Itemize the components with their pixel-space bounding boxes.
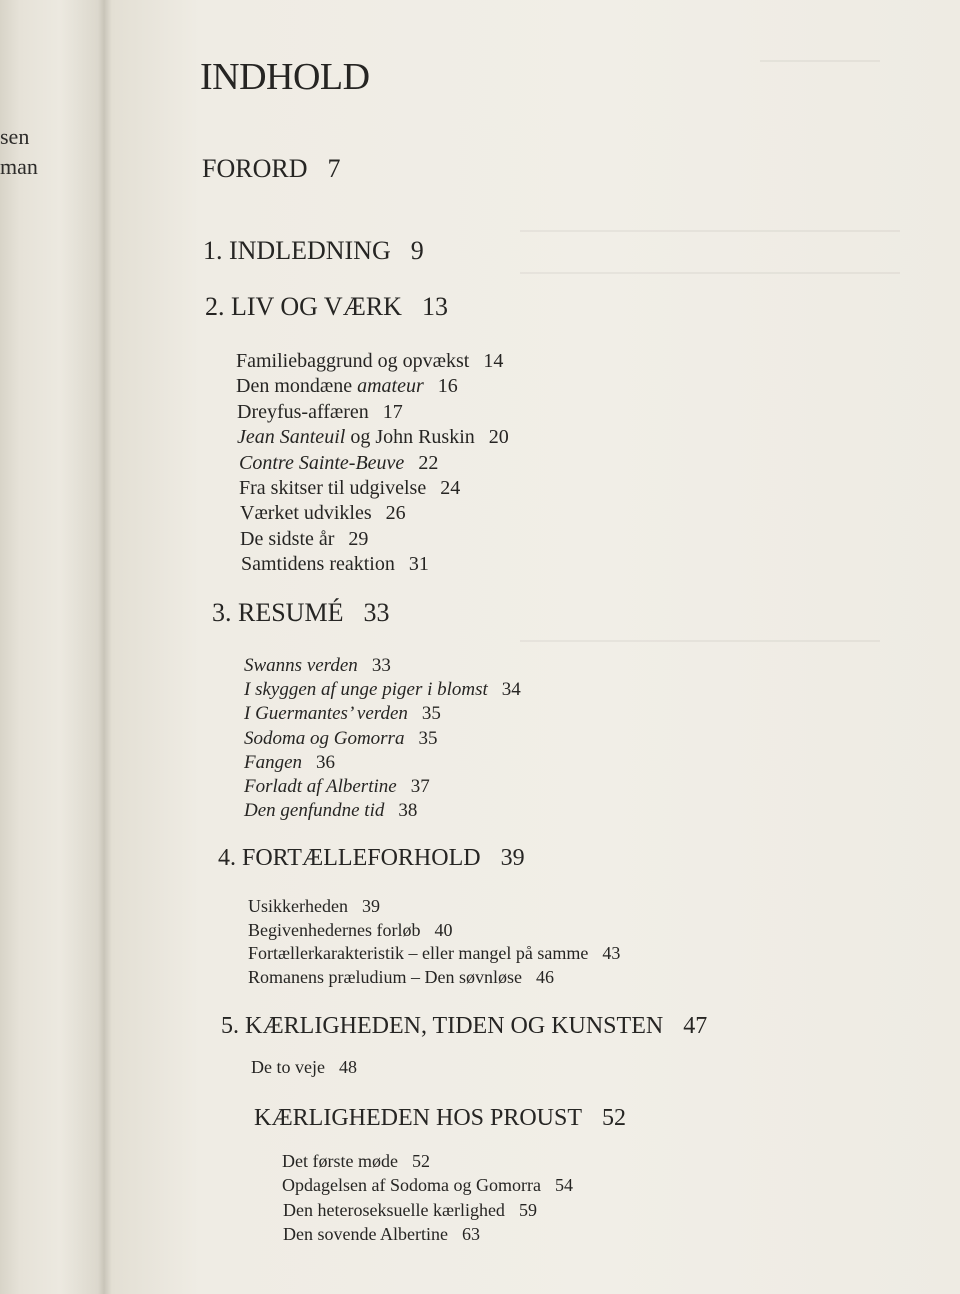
toc-page-number: 9 <box>410 236 424 265</box>
toc-entry-text: Opdagelsen af Sodoma og Gomorra <box>282 1175 541 1196</box>
toc-heading-label: 2. LIV OG VÆRK <box>205 292 402 321</box>
toc-entry-title <box>236 375 424 397</box>
toc-page-number: 22 <box>418 451 439 474</box>
toc-heading-label: 1. INDLEDNING <box>203 236 391 265</box>
toc-page-number: 54 <box>554 1175 573 1196</box>
toc-entry-text: Romanens præludium – Den søvnløse <box>248 966 522 987</box>
toc-entry-text: Jean Santeuil <box>237 426 346 449</box>
toc-page-number: 43 <box>602 943 621 963</box>
toc-heading-label: KÆRLIGHEDEN HOS PROUST <box>254 1105 583 1131</box>
toc-heading-label: 4. FORTÆLLEFORHOLD <box>218 845 481 871</box>
toc-entry-text: Værket udvikles <box>240 502 372 525</box>
page-title: INDHOLD <box>200 56 370 98</box>
toc-entry <box>244 777 430 796</box>
toc-entry <box>236 351 503 371</box>
toc-entry-title <box>248 943 588 963</box>
toc-page-number: 14 <box>483 350 504 372</box>
toc-page-number: 7 <box>327 154 341 183</box>
toc-entry <box>248 897 380 915</box>
toc-entry <box>237 402 403 422</box>
toc-chapter <box>212 600 389 626</box>
toc-page-number: 35 <box>421 703 441 725</box>
toc-entry-text: Samtidens reaktion <box>241 553 395 576</box>
toc-entry-text: Fra skitser til udgivelse <box>239 477 427 499</box>
toc-page-number: 36 <box>316 751 336 773</box>
toc-entry-text: Den sovende Albertine <box>283 1223 448 1244</box>
toc-entry-text: Swanns verden <box>244 655 358 676</box>
toc-entry-text: I skyggen af unge piger i blomst <box>244 679 488 701</box>
toc-page-number: 38 <box>398 800 418 822</box>
toc-entry-title <box>237 426 475 448</box>
toc-entry-title <box>239 477 426 499</box>
toc-entry-title <box>240 502 372 524</box>
toc-heading-label: FORORD <box>202 154 308 183</box>
toc-page-number: 40 <box>434 919 453 940</box>
toc-entry-title <box>239 452 404 474</box>
margin-fragment: sen <box>0 124 30 149</box>
toc-chapter <box>203 238 424 264</box>
toc-entry-title <box>282 1175 541 1195</box>
toc-entry-text: De sidste år <box>240 527 335 550</box>
toc-entry-text: I Guermantes’ verden <box>244 703 408 725</box>
toc-entry <box>244 704 441 723</box>
toc-entry-title <box>248 920 420 940</box>
toc-foreword <box>202 156 340 182</box>
toc-entry <box>251 1058 357 1076</box>
toc-entry-text: Den genfundne tid <box>244 800 385 822</box>
toc-entry-title <box>282 1151 398 1171</box>
toc-entry-text: amateur <box>357 375 424 398</box>
toc-entry-text: Dreyfus-affæren <box>237 400 369 423</box>
toc-page-number: 16 <box>437 375 458 398</box>
toc-entry <box>244 801 417 820</box>
toc-page-number: 39 <box>500 845 525 871</box>
toc-entry-text: Familiebaggrund og opvækst <box>236 350 470 372</box>
toc-entry-text: Begivenhedernes forløb <box>248 919 421 940</box>
toc-page-number: 34 <box>501 679 521 701</box>
toc-entry-text: De to veje <box>251 1057 325 1077</box>
toc-entry <box>282 1152 430 1170</box>
toc-entry-text: Det første møde <box>282 1151 398 1171</box>
toc-entry-title <box>244 776 397 797</box>
toc-page-number: 52 <box>411 1151 430 1171</box>
toc-page-number: 24 <box>440 477 461 499</box>
toc-entry-title <box>244 655 358 676</box>
toc-page-number: 33 <box>363 598 390 627</box>
toc-entry-text: Fortællerkarakteristik – eller mangel på samme <box>248 943 589 963</box>
toc-page-number: 17 <box>382 400 403 423</box>
toc-entry <box>237 427 509 447</box>
toc-entry-text: Usikkerheden <box>248 896 348 916</box>
toc-page-number: 63 <box>461 1223 480 1244</box>
toc-entry <box>239 453 438 473</box>
margin-fragment: man <box>0 154 38 179</box>
toc-chapter <box>221 1014 707 1038</box>
toc-page-number: 59 <box>518 1199 537 1220</box>
toc-entry <box>244 753 335 772</box>
toc-entry-text: Contre Sainte-Beuve <box>239 451 405 474</box>
toc-page-number: 48 <box>338 1057 357 1077</box>
toc-page-number: 29 <box>348 527 369 550</box>
toc-page-number: 26 <box>385 502 406 525</box>
toc-page-number: 47 <box>683 1013 708 1039</box>
toc-entry <box>248 968 554 986</box>
toc-page-number: 52 <box>602 1105 627 1131</box>
toc-entry-title <box>244 800 384 821</box>
toc-page-number: 13 <box>421 292 448 321</box>
toc-entry-text: Fangen <box>244 751 303 773</box>
toc-entry-title <box>244 679 488 700</box>
toc-entry-title <box>244 728 404 749</box>
toc-entry-text: Sodoma og Gomorra <box>244 727 405 749</box>
toc-entry <box>239 478 460 498</box>
toc-entry-title <box>251 1057 325 1077</box>
toc-entry <box>283 1201 537 1219</box>
toc-entry-title <box>248 896 348 916</box>
toc-entry-text: og John Ruskin <box>345 426 475 449</box>
toc-entry-text: Den mondæne <box>236 375 358 398</box>
toc-page-number: 20 <box>488 426 509 449</box>
toc-page-number: 35 <box>418 727 438 749</box>
toc-entry-title <box>240 528 334 550</box>
toc-entry-title <box>237 401 369 423</box>
toc-entry-title <box>283 1200 505 1220</box>
toc-entry <box>241 554 429 574</box>
toc-entry-title <box>248 967 522 987</box>
toc-entry <box>240 529 368 549</box>
toc-heading-label: 3. RESUMÉ <box>212 598 344 627</box>
toc-entry <box>236 376 458 396</box>
toc-entry <box>244 680 521 699</box>
toc-chapter <box>218 846 525 870</box>
toc-chapter <box>205 294 448 320</box>
toc-entry <box>283 1225 480 1243</box>
toc-entry-title <box>236 350 469 372</box>
toc-entry <box>240 503 406 523</box>
toc-entry-title <box>244 752 302 773</box>
toc-page-number: 46 <box>535 966 554 987</box>
toc-page-number: 31 <box>408 553 429 576</box>
toc-entry <box>248 921 452 939</box>
toc-heading-label: 5. KÆRLIGHEDEN, TIDEN OG KUNSTEN <box>221 1013 664 1039</box>
toc-page-number: 39 <box>361 896 380 916</box>
toc-page-number: 37 <box>410 776 430 797</box>
toc-entry <box>244 656 391 675</box>
toc-entry <box>248 944 620 962</box>
bleed-through-mark <box>760 60 880 80</box>
toc-entry-title <box>244 703 408 724</box>
toc-subsection <box>254 1106 626 1130</box>
toc-entry-text: Den heteroseksuelle kærlighed <box>283 1199 505 1220</box>
bleed-through-mark <box>520 640 880 664</box>
toc-entry-title <box>241 553 395 575</box>
toc-entry-title <box>283 1224 448 1244</box>
toc-entry <box>282 1176 573 1194</box>
toc-entry-text: Forladt af Albertine <box>244 776 397 797</box>
toc-page-number: 33 <box>371 655 391 676</box>
bleed-through-mark <box>520 230 900 274</box>
toc-entry <box>244 729 437 748</box>
